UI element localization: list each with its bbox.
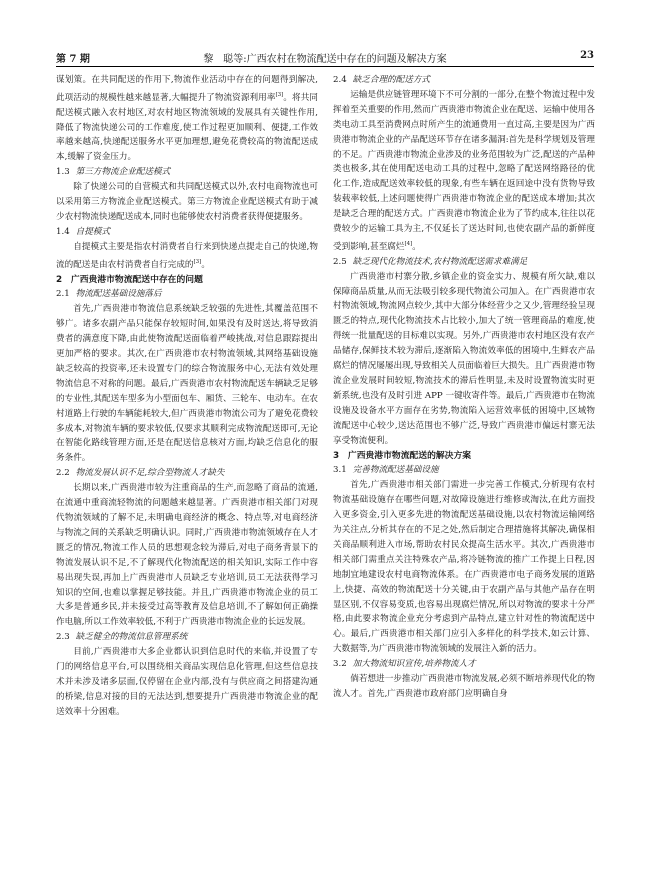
page-number: 23 xyxy=(580,50,594,61)
subsection-number: 2.5 xyxy=(333,256,347,267)
citation-ref: [3] xyxy=(275,91,284,98)
subsection-heading xyxy=(56,466,318,481)
subsection-title: 完善物流配送基础设施 xyxy=(352,465,439,476)
subsection-title: 物流配送基础设施落后 xyxy=(75,289,162,300)
subsection-heading xyxy=(56,165,318,180)
left-column xyxy=(56,73,318,720)
page-header xyxy=(56,48,594,67)
subsection-title: 缺乏健全的物流信息管理系统 xyxy=(75,632,188,643)
section-heading: 3 广西贵港市物流配送的解决方案 xyxy=(333,450,472,461)
subsection-number: 1.3 xyxy=(56,167,70,178)
subsection-heading xyxy=(56,287,318,302)
body-paragraph: 运输是供应链管理环境下不可分割的一部分,在整个物流过程中发挥着至关重要的作用,然而广西贵港市物流企业在配送、运输中使用各类电动工具至消费网点时所产生的流通费用一直过高,主要是因为广西贵港市物流企业的产品配送环节存在诸多漏洞:首先是科学规划及管理的不足。广西贵港市物流企业涉及的业务范围较为广泛,配送的产品种类也极多,其在使用配送电动工具的过程中,忽略了配送网络路径的优化工作,造成配送效率较低的现象,有些车辆在返回途中没有货物导致装载率较低,上述问题使得广西贵港市物流企业的配送成本增加;其次是缺乏合理的配送方式。广西贵港市物流企业为了节约成本,往往以花费较少的运输工具为主,不仅延长了送达时间,也使农副产品的新鲜度受到影响,甚至腐烂[4]。 xyxy=(333,89,595,252)
body-paragraph: 长期以来,广西贵港市较为注重商品的生产,而忽略了商品的流通,在流通中重商流轻物流的问题越来越显著。广西贵港市相关部门对现代物流领域的了解不足,未明确电商经济的概念、特点等,对电商经济与物流之间的关系缺乏明确认识。同时,广西贵港市物流领域存在人才匮乏的情况,物流工作人员的思想观念较为滞后,对电子商务背景下的物流发展认识不足,不了解现代化物流配送的相关知识,实际工作中容易出现失误,再加上广西贵港市人员缺乏专业培训,员工无法获得学习知识的空间,也难以掌握足够技能。并且,广西贵港市物流企业的员工大多是普通乡民,并未接受过高等教育及信息培训,不了解如何正确操作电脑,所以工作效率较低,不利于广西贵港市物流企业的长远发展。 xyxy=(56,483,318,628)
body-paragraph: 广西贵港市村寨分散,乡镇企业的资金实力、规模有所欠缺,难以保障商品质量,从而无法吸引较多现代物流公司加入。在广西贵港市农村物流领域,物流网点较少,其中大部分体经营少之又少,管理经验呈现匮乏的特点,现代化物流技术占比较小,加大了统一管理商品的难度,使得统一批量配送的目标难以实现。另外,广西贵港市农村地区没有农产品储存,保鲜技术较为滞后,逐渐陷入物流效率低的困境中,生鲜农产品腐烂的情况屡屡出现,导致相关人员面临着巨大损失。且广西贵港市物流企业发展时间较短,物流技术的滞后性明显,未及时设置物流实时更新系统,也没有及时引进 APP 一键收寄件等。最后,广西贵港市在物流设施及设备水平方面存在劣势,物流陷入运营效率低的困境中,区域物流配送中心较少,送达范围也不够广泛,导致广西贵港市偏远村寨无法享受物流便利。 xyxy=(333,271,595,446)
subsection-number: 3.2 xyxy=(333,659,347,670)
subsection-number: 2.3 xyxy=(56,632,70,643)
body-paragraph: 倘若想进一步推动广西贵港市物流发展,必须不断培养现代化的物流人才。首先,广西贵港市政府部门应明确自身 xyxy=(333,674,595,700)
subsection-heading xyxy=(333,657,595,672)
subsection-number: 3.1 xyxy=(333,465,347,476)
citation-ref: [4] xyxy=(404,240,413,247)
section-heading: 2 广西贵港市物流配送中存在的问题 xyxy=(56,274,203,285)
subsection-number: 2.1 xyxy=(56,289,70,300)
issue-number: 第 7 期 xyxy=(56,54,90,65)
subsection-number: 2.2 xyxy=(56,468,70,479)
body-paragraph: 首先,广西贵港市物流信息系统缺乏较强的先进性,其覆盖范围不够广。诸多农副产品只能保存较短时间,如果没有及时送达,将导致消费者的满意度下降,由此使物流配送面临着严峻挑战,对信息跟踪提出更加严格的要求。其次,在广西贵港市农村物流领域,其网络基础设施缺乏较高的投资率,还未设置专门的综合物流服务中心,无法有效处理物流信息不对称的问题。最后,广西贵港市农村物流配送车辆缺乏足够的专业性,其配送车型多为小型面包车、厢货、三轮车、电动车。在农村道路上行驶的车辆能耗较大,但广西贵港市物流公司为了避免花费较多成本,对物流车辆的要求较低,仅要求其顺利完成物流配送即可,无论在智能化路线管理方面,还是在配送信息核对方面,均缺乏信息化的服务条件。 xyxy=(56,304,318,464)
body-paragraph: 自提模式主要是指农村消费者自行来到快递点提走自己的快递,物流的配送是由农村消费者自行完成的[3]。 xyxy=(56,241,318,270)
subsection-heading xyxy=(333,73,595,88)
running-title: 黎 聪等:广西农村在物流配送中存在的问题及解决方案 xyxy=(203,54,447,65)
subsection-number: 2.4 xyxy=(333,75,347,85)
subsection-title: 缺乏合理的配送方式 xyxy=(352,75,431,85)
citation-ref: [3] xyxy=(193,258,202,265)
subsection-title: 缺乏现代化物流技术,农村物流配送需求难满足 xyxy=(352,256,528,267)
body-paragraph: 目前,广西贵港市大多企业都认识到信息时代的来临,并设置了专门的网络信息平台,可以围绕相关商品实现信息化管理,但这些信息技术并未涉及诸多层面,仅停留在企业内部,没有与供应商之间搭建沟通的桥梁,信息对接的目的无法达到,想要提升广西贵港市物流企业的配送效率十分困难。 xyxy=(56,647,318,717)
subsection-heading xyxy=(56,630,318,645)
body-paragraph: 谋划策。在共同配送的作用下,物流作业活动中存在的问题得到解决,此项活动的规模性越来越显著,大幅提升了物流资源利用率[3]。将共同配送模式融入农村地区,对农村地区物流领域的发展具有关键性作用,降低了物流快递公司的工作难度,使工作过程更加顺利、便捷,工作效率越来越高,快递配送服务水平更加理想,避免花费较高的物流配送成本,缓解了资金压力。 xyxy=(56,75,318,163)
subsection-title: 物流发展认识不足,综合型物流人才缺失 xyxy=(75,468,225,479)
subsection-title: 第三方物流企业配送模式 xyxy=(75,167,171,178)
subsection-heading xyxy=(56,225,318,240)
body-paragraph: 首先,广西贵港市相关部门需进一步完善工作模式,分析现有农村物流基础设施存在哪些问题,对故障设施进行维修或淘汰,在此方面投入更多资金,引入更多先进的物流配送基础设施,以农村物流运输网络为关注点,分析其存在的不足之处,然后制定合理措施将其解决,确保相关商品顺利进入市场,帮助农村民众提高生活水平。其次,广西贵港市相关部门需重点关注特殊农产品,将冷链物流的推广工作提上日程,因地制宜地建设农村电商物流体系。在广西贵港市电子商务发展的道路上,快捷、高效的物流配送十分关键,由于农副产品与其他产品存在明显区别,不仅容易变质,也容易出现腐烂情况,所以对物流的要求十分严格,由此要求物流企业充分考虑到产品特点,建立针对性的物流配送中心。最后,广西贵港市相关部门应引入多样化的科学技术,如云计算、大数据等,为广西贵港市物流领域的发展注入新的活力。 xyxy=(333,480,595,655)
right-column xyxy=(333,73,595,702)
subsection-number: 1.4 xyxy=(56,226,70,237)
subsection-title: 自提模式 xyxy=(75,226,111,237)
subsection-heading xyxy=(333,255,595,270)
subsection-title: 加大物流知识宣传,培养物流人才 xyxy=(352,659,476,670)
body-paragraph: 除了快递公司的自营模式和共同配送模式以外,农村电商物流也可以采用第三方物流企业配送模式。第三方物流企业配送模式有助于减少农村物流快递配送成本,同时也能够使农村消费者获得便捷服务。 xyxy=(56,182,318,223)
subsection-heading xyxy=(333,463,595,478)
